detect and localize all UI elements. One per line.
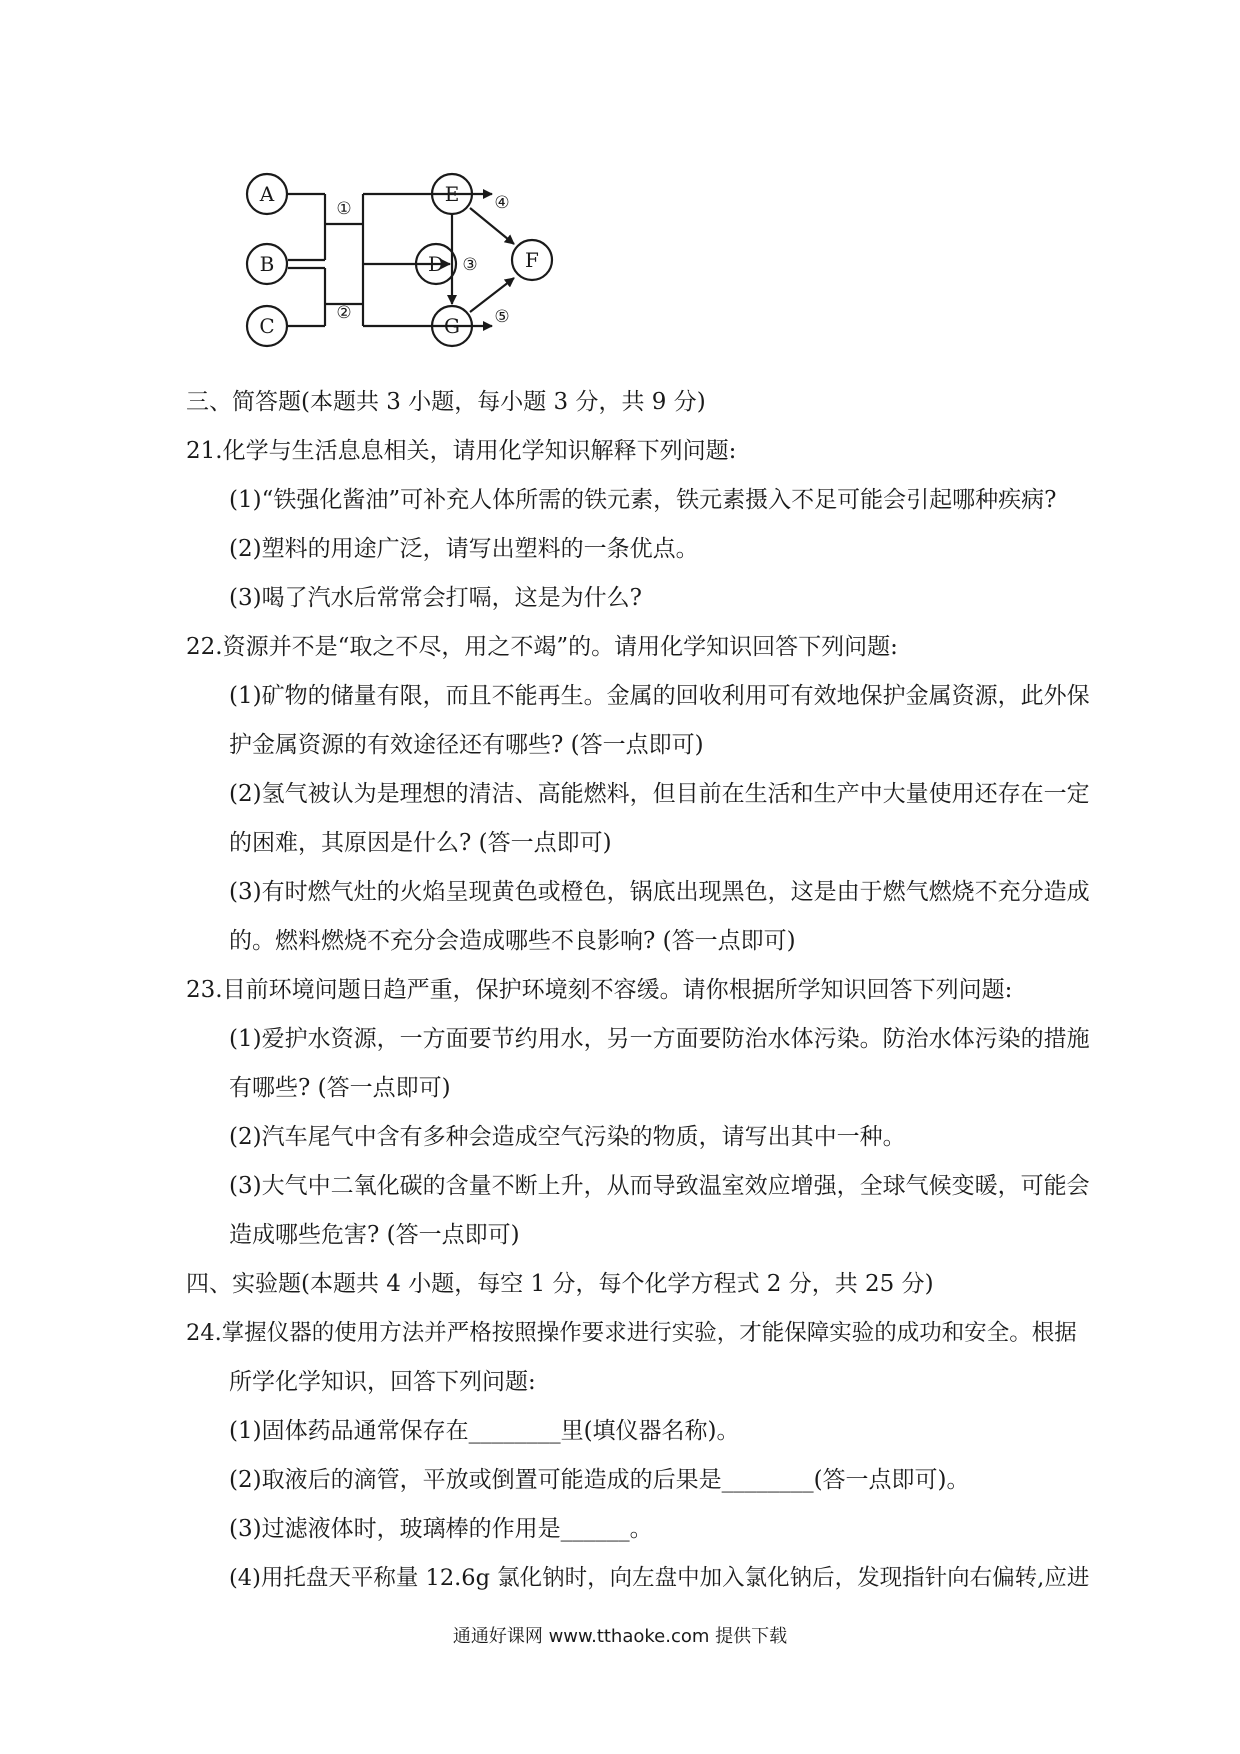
step-1-label: ① xyxy=(336,199,352,219)
node-c-label: C xyxy=(259,314,275,338)
node-e-label: E xyxy=(444,182,460,206)
question-22-3-cont: 的。燃料燃烧不充分会造成哪些不良影响? (答一点即可) xyxy=(229,928,796,954)
step-3-label: ③ xyxy=(462,255,478,275)
question-22: 22.资源并不是“取之不尽，用之不竭”的。请用化学知识回答下列问题: xyxy=(186,634,898,660)
question-22-2-cont: 的困难，其原因是什么? (答一点即可) xyxy=(229,830,612,856)
node-g-label: G xyxy=(444,314,460,338)
question-23: 23.目前环境问题日趋严重，保护环境刻不容缓。请你根据所学知识回答下列问题: xyxy=(186,977,1013,1003)
question-24-3: (3)过滤液体时，玻璃棒的作用是______。 xyxy=(229,1516,653,1542)
footer-text: 通通好课网 www.tthaoke.com 提供下载 xyxy=(452,1626,788,1647)
question-24-1: (1)固体药品通常保存在________里(填仪器名称)。 xyxy=(229,1418,740,1444)
arrow-e-to-f xyxy=(470,208,514,244)
question-22-1: (1)矿物的储量有限，而且不能再生。金属的回收利用可有效地保护金属资源，此外保 xyxy=(229,683,1090,709)
node-a-label: A xyxy=(259,182,275,206)
step-4-label: ④ xyxy=(494,193,510,213)
question-23-1: (1)爱护水资源，一方面要节约用水，另一方面要防治水体污染。防治水体污染的措施 xyxy=(229,1026,1090,1052)
question-21: 21.化学与生活息息相关，请用化学知识解释下列问题: xyxy=(186,438,737,464)
step-2-label: ② xyxy=(336,303,352,323)
question-22-2: (2)氢气被认为是理想的清洁、高能燃料，但目前在生活和生产中大量使用还存在一定 xyxy=(229,781,1090,807)
question-24-cont: 所学化学知识，回答下列问题: xyxy=(229,1369,536,1395)
question-22-1-cont: 护金属资源的有效途径还有哪些? (答一点即可) xyxy=(229,732,704,758)
question-21-1: (1)“铁强化酱油”可补充人体所需的铁元素，铁元素摄入不足可能会引起哪种疾病? xyxy=(229,487,1057,513)
reaction-diagram xyxy=(230,168,630,368)
question-24: 24.掌握仪器的使用方法并严格按照操作要求进行实验，才能保障实验的成功和安全。根据 xyxy=(186,1320,1077,1346)
step-5-label: ⑤ xyxy=(494,307,510,327)
question-21-2: (2)塑料的用途广泛，请写出塑料的一条优点。 xyxy=(229,536,699,562)
section-three-heading: 三、简答题(本题共 3 小题，每小题 3 分，共 9 分) xyxy=(186,389,706,415)
question-23-3-cont: 造成哪些危害? (答一点即可) xyxy=(229,1222,520,1248)
reaction-diagram-svg xyxy=(230,168,630,368)
question-23-1-cont: 有哪些? (答一点即可) xyxy=(229,1075,451,1101)
question-23-2: (2)汽车尾气中含有多种会造成空气污染的物质，请写出其中一种。 xyxy=(229,1124,906,1150)
question-23-3: (3)大气中二氧化碳的含量不断上升，从而导致温室效应增强，全球气候变暖，可能会 xyxy=(229,1173,1090,1199)
question-22-3: (3)有时燃气灶的火焰呈现黄色或橙色，锅底出现黑色，这是由于燃气燃烧不充分造成 xyxy=(229,879,1090,905)
question-21-3: (3)喝了汽水后常常会打嗝，这是为什么? xyxy=(229,585,642,611)
node-b-label: B xyxy=(259,252,275,276)
node-d-label: D xyxy=(427,252,445,276)
question-24-4: (4)用托盘天平称量 12.6g 氯化钠时，向左盘中加入氯化钠后，发现指针向右偏转,应进 xyxy=(229,1565,1090,1591)
node-f-label: F xyxy=(525,248,539,272)
question-24-2: (2)取液后的滴管，平放或倒置可能造成的后果是________(答一点即可)。 xyxy=(229,1467,970,1493)
section-four-heading: 四、实验题(本题共 4 小题，每空 1 分，每个化学方程式 2 分，共 25 分) xyxy=(186,1271,934,1297)
